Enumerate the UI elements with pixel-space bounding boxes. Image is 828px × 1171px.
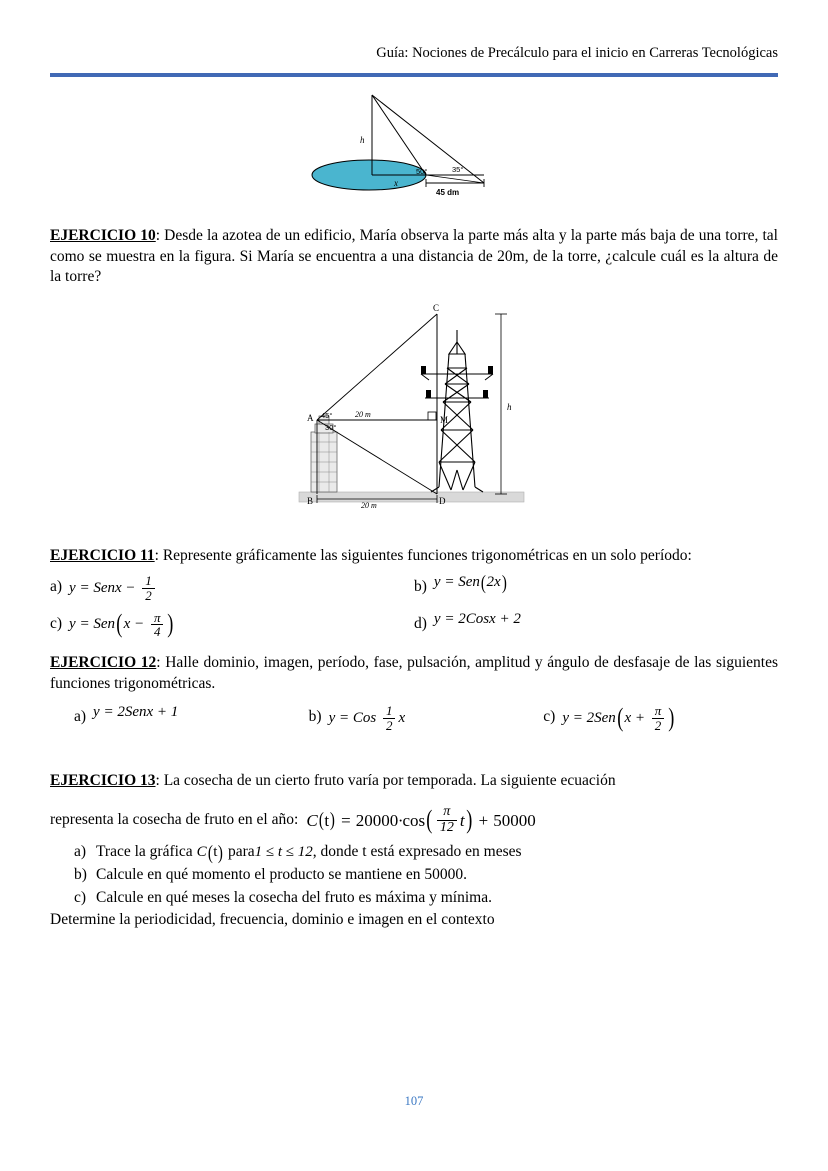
exercise-11-row-1 xyxy=(50,571,778,604)
exercise-13-item-a xyxy=(74,841,778,864)
exercise-11-row-2 xyxy=(50,611,778,639)
label-c: C xyxy=(433,302,440,313)
exercise-11-expr-b: y = Sen ( 2x ) xyxy=(433,571,507,594)
svg-text:x: x xyxy=(394,178,398,188)
svg-text:20 m: 20 m xyxy=(361,500,377,510)
exercise-11 xyxy=(50,546,778,567)
item-letter: b) xyxy=(308,708,322,726)
svg-text:50°: 50° xyxy=(416,167,428,176)
svg-text:h: h xyxy=(507,401,512,412)
exercise-11-expr-a: y = Senx − $\frac{1}{2}$ xyxy=(69,574,158,602)
item-letter: a) xyxy=(50,578,63,596)
exercise-12-expr-c: y = 2Sen ( x + $\frac{\pi}{2}$ ) xyxy=(562,702,675,733)
svg-text:45 dm: 45 dm xyxy=(436,188,460,197)
figure-tower xyxy=(50,302,778,532)
exercise-11-expr-c: y = Sen ( x − $\frac{\pi}{4}$ ) xyxy=(69,609,174,640)
exercise-13-item-b xyxy=(74,864,778,886)
exercise-13-item-a-range: 1 ≤ t ≤ 12 xyxy=(254,844,313,861)
svg-text:45°: 45° xyxy=(321,410,333,420)
exercise-12-expr-a: y = 2Senx + 1 xyxy=(93,704,179,721)
exercise-13-label: EJERCICIO 13 xyxy=(50,771,156,789)
exercise-12-item-c xyxy=(543,704,778,732)
item-letter: c) xyxy=(74,888,87,906)
item-letter: b) xyxy=(414,578,427,596)
exercise-13-item-c-text: Calcule en qué meses la cosecha del fruto es máxima y mínima. xyxy=(96,888,492,906)
item-letter: a) xyxy=(74,708,87,726)
exercise-11-text: : Represente gráficamente las siguientes funciones trigonométricas en un solo período: xyxy=(154,546,692,564)
item-letter: c) xyxy=(50,614,63,632)
item-letter: d) xyxy=(414,614,427,632)
exercise-11-expr-d: y = 2Cosx + 2 xyxy=(433,610,521,627)
label-d: D xyxy=(439,495,446,506)
page-header xyxy=(50,0,778,62)
exercise-12-expr-b: y = Cos $\frac{1}{2}$ x xyxy=(328,703,406,733)
exercise-13-closing: Determine la periodicidad, frecuencia, dominio e imagen en el contexto xyxy=(50,911,495,929)
label-b: B xyxy=(307,495,314,506)
exercise-13-item-b-text: Calcule en qué momento el producto se mantiene en 50000. xyxy=(96,866,468,884)
svg-text:35°: 35° xyxy=(452,165,464,174)
label-a: A xyxy=(307,412,314,423)
header-divider xyxy=(50,73,778,77)
exercise-12-item-a xyxy=(74,704,309,732)
exercise-13-items xyxy=(50,841,778,909)
exercise-11-item-d xyxy=(414,611,778,639)
exercise-11-item-a xyxy=(50,574,414,602)
exercise-12-text: : Halle dominio, imagen, período, fase, pulsación, amplitud y ángulo de desfasaje de las siguientes funciones trigonométricas. xyxy=(50,654,778,692)
exercise-13-text: : La cosecha de un cierto fruto varía por temporada. La siguiente ecuación xyxy=(155,771,616,789)
exercise-13-equation-line xyxy=(50,805,778,835)
exercise-13-item-a-post: , donde t está expresado en meses xyxy=(312,843,522,861)
exercise-13-equation: C ( t ) = 20000 · cos ( $\frac{\pi}{12}$ t ) + 50000 xyxy=(306,804,536,835)
item-letter: a) xyxy=(74,843,87,861)
page-number: 107 xyxy=(404,1094,424,1108)
exercise-12-items xyxy=(50,704,778,732)
exercise-12-item-b xyxy=(309,704,544,732)
exercise-11-label: EJERCICIO 11 xyxy=(50,546,155,564)
label-m: M xyxy=(440,414,449,425)
figure-cone xyxy=(50,87,778,212)
svg-text:30°: 30° xyxy=(325,422,337,432)
item-letter: c) xyxy=(543,708,556,726)
exercise-13-item-c xyxy=(74,887,778,909)
page-footer xyxy=(0,1094,828,1109)
exercise-10-text: : Desde la azotea de un edificio, María observa la parte más alta y la parte más baja de una torre, tal como se muestra en la figura. Si María se encuentra a una distancia de 20m, de la torre, ¿calcule cuál es la altura de la torre? xyxy=(50,227,778,286)
exercise-13-item-a-pre: Trace la gráfica xyxy=(96,843,193,861)
header-title: Guía: Nociones de Precálculo para el inicio en Carreras Tecnológicas xyxy=(376,45,778,61)
exercise-13 xyxy=(50,771,778,792)
exercise-12-label: EJERCICIO 12 xyxy=(50,654,157,671)
exercise-13-item-a-mid: para xyxy=(227,843,255,861)
svg-text:20 m: 20 m xyxy=(355,409,371,419)
exercise-12 xyxy=(50,653,778,694)
exercise-10-label: EJERCICIO 10 xyxy=(50,227,156,244)
exercise-11-item-b xyxy=(414,571,778,602)
exercise-10 xyxy=(50,226,778,288)
exercise-11-item-c xyxy=(50,611,414,639)
svg-text:h: h xyxy=(360,135,365,145)
exercise-13-text2: representa la cosecha de fruto en el año: xyxy=(50,810,299,828)
exercise-13-item-a-expr: C ( t ) xyxy=(196,842,224,865)
item-letter: b) xyxy=(74,866,87,884)
